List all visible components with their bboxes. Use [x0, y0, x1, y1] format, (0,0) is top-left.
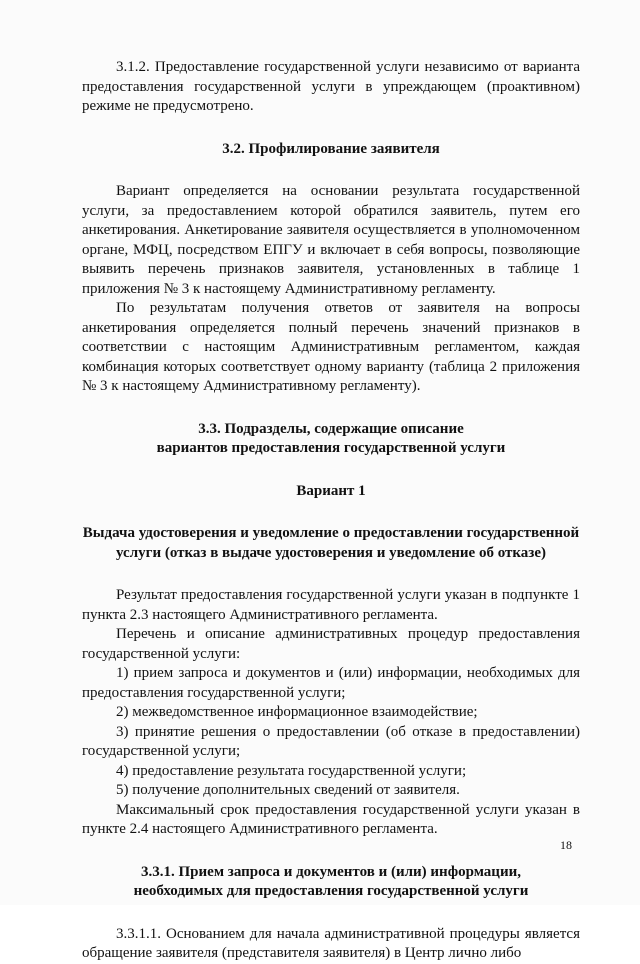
paragraph-3-3-1-1: 3.3.1.1. Основанием для начала административной процедуры является обращение заявителя (представителя заявителя) в Центр лично либо	[82, 925, 580, 961]
paragraph-profiling-1: Вариант определяется на основании результата государственной услуги, за предоставлением которой обратился заявитель, путем его анкетирования. Анкетирование заявителя осуществляется в уполномоченном органе, МФЦ, посредством ЕПГУ и включает в себя вопросы, позволяющие выявить перечень признаков заявителя, установленных в таблице 1 приложения № 3 к настоящему Административному регламенту.	[82, 183, 580, 297]
variant-title: Выдача удостоверения и уведомление о предоставлении государственной услуги (отказ в выдаче удостоверения и уведомление об отказе)	[82, 525, 580, 561]
paragraph-3-1-2: 3.1.2. Предоставление государственной услуги независимо от варианта предоставления государственной услуги в упреждающем (проактивном) режиме не предусмотрено.	[82, 59, 580, 114]
paragraph-profiling-2: По результатам получения ответов от заявителя на вопросы анкетирования определяется полный перечень значений признаков в соответствии с настоящим Административным регламентом, каждая комбинация которых соответствует одному варианту (таблица 2 приложения № 3 к настоящему Административному регламенту).	[82, 300, 580, 394]
paragraph-result: Результат предоставления государственной услуги указан в подпункте 1 пункта 2.3 настоящего Административного регламента.	[82, 587, 580, 623]
page-number: 18	[560, 838, 572, 852]
procedure-item-5: 5) получение дополнительных сведений от заявителя.	[116, 782, 460, 798]
heading-3-2: 3.2. Профилирование заявителя	[222, 140, 440, 157]
procedure-item-3: 3) принятие решения о предоставлении (об отказе в предоставлении) государственной услуги;	[82, 723, 580, 759]
heading-3-3-1-line-2: необходимых для предоставления государственной услуги	[133, 883, 529, 899]
procedure-item-4: 4) предоставление результата государственной услуги;	[116, 762, 467, 779]
paragraph-max-term: Максимальный срок предоставления государственной услуги указан в пункте 2.4 настоящего Административного регламента.	[82, 801, 580, 837]
variant-heading: Вариант 1	[296, 482, 366, 499]
paragraph-procedures-intro: Перечень и описание административных процедур предоставления государственной услуги:	[82, 626, 580, 662]
heading-3-3-line-1: 3.3. Подразделы, содержащие описание	[198, 420, 464, 437]
heading-3-3-line-2: вариантов предоставления государственной услуги	[156, 440, 506, 456]
procedure-item-2: 2) межведомственное информационное взаимодействие;	[116, 704, 478, 720]
document-body	[82, 58, 580, 964]
heading-3-3-1-line-1: 3.3.1. Прием запроса и документов и (или) информации,	[141, 863, 521, 880]
procedure-item-1: 1) прием запроса и документов и (или) информации, необходимых для предоставления государственной услуги;	[82, 665, 580, 701]
